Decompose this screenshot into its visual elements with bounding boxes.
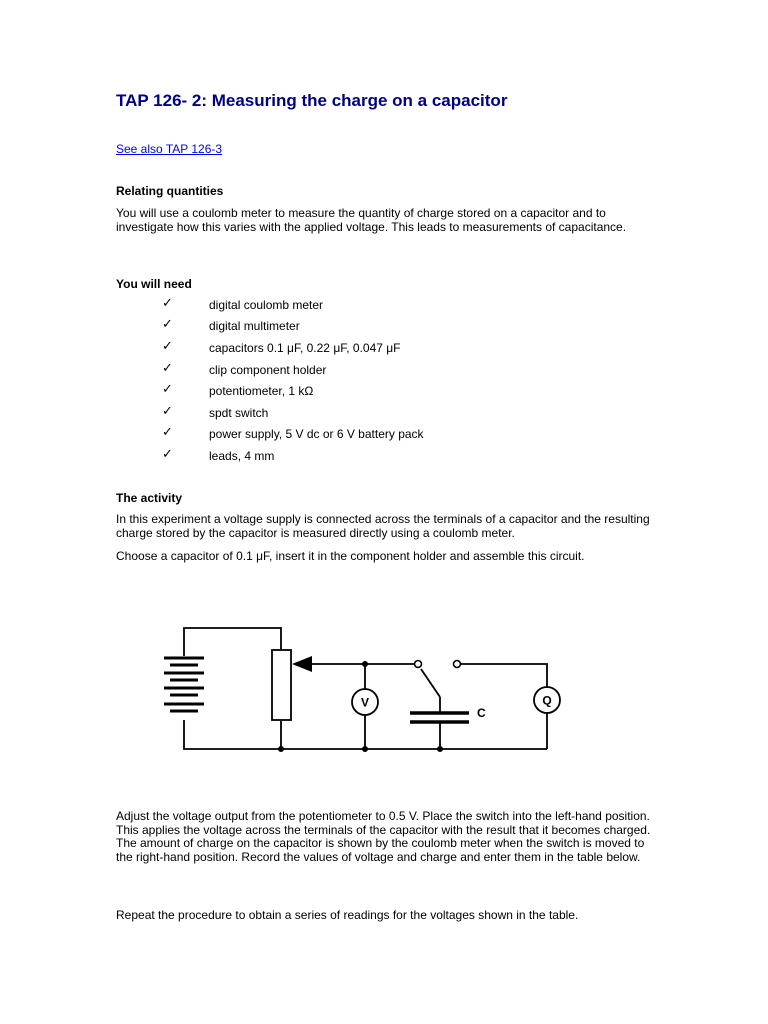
activity-paragraph-choose: Choose a capacitor of 0.1 μF, insert it in the component holder and assemble this circuit. — [116, 549, 585, 563]
check-icon: ✓ — [162, 296, 173, 311]
list-item — [0, 427, 500, 443]
junction-dot — [278, 746, 284, 752]
check-icon: ✓ — [162, 382, 173, 397]
list-item-label: clip component holder — [209, 363, 327, 377]
wire-left-bottom — [184, 720, 281, 749]
list-item — [0, 384, 500, 400]
check-icon: ✓ — [162, 404, 173, 419]
capacitor-label: C — [477, 706, 486, 720]
switch-contact-left — [415, 661, 422, 668]
circuit-diagram — [150, 620, 580, 760]
check-icon: ✓ — [162, 361, 173, 376]
wiper-arrow-icon — [292, 656, 312, 672]
check-icon: ✓ — [162, 425, 173, 440]
check-icon: ✓ — [162, 447, 173, 462]
wire-left-loop — [184, 628, 281, 656]
wire-right-branch — [460, 664, 547, 749]
check-icon: ✓ — [162, 339, 173, 354]
page-title: TAP 126- 2: Measuring the charge on a capacitor — [116, 91, 508, 110]
junction-dot — [362, 661, 368, 667]
the-activity-heading: The activity — [116, 491, 183, 505]
list-item-label: digital multimeter — [209, 319, 300, 333]
coulomb-meter-label: Q — [542, 693, 552, 708]
junction-dot — [362, 746, 368, 752]
list-item — [0, 319, 500, 335]
see-also-link[interactable]: See also TAP 126-3 — [116, 142, 223, 156]
list-item — [0, 406, 500, 422]
you-will-need-heading: You will need — [116, 277, 192, 291]
check-icon: ✓ — [162, 317, 173, 332]
list-item — [0, 341, 500, 357]
list-item-label: capacitors 0.1 μF, 0.22 μF, 0.047 μF — [209, 341, 401, 355]
list-item-label: potentiometer, 1 kΩ — [209, 384, 314, 398]
list-item-label: leads, 4 mm — [209, 449, 275, 463]
list-item-label: spdt switch — [209, 406, 269, 420]
list-item — [0, 363, 500, 379]
list-item — [0, 449, 500, 465]
relating-quantities-heading: Relating quantities — [116, 184, 224, 198]
list-item-label: power supply, 5 V dc or 6 V battery pack — [209, 427, 424, 441]
junction-dot — [437, 746, 443, 752]
voltmeter-label: V — [360, 695, 370, 710]
potentiometer-icon — [272, 650, 291, 720]
list-item-label: digital coulomb meter — [209, 298, 324, 312]
switch-blade — [421, 669, 440, 697]
switch-contact-right — [454, 661, 461, 668]
relating-quantities-paragraph: You will use a coulomb meter to measure the quantity of charge stored on a capacitor and to investigate how this varies with the applied voltage. This leads to measurements of capacitance. — [116, 206, 627, 234]
activity-paragraph-adjust: Adjust the voltage output from the potentiometer to 0.5 V. Place the switch into the left-hand position. This applies the voltage across the terminals of the capacitor with the result that it becomes charged. The amount of charge on the capacitor is shown by the coulomb meter when the switch is moved to the right-hand position. Record the values of voltage and charge and enter them in the table below. — [116, 809, 651, 864]
activity-paragraph-repeat: Repeat the procedure to obtain a series of readings for the voltages shown in the table. — [116, 908, 579, 922]
list-item — [0, 298, 500, 314]
activity-paragraph-intro: In this experiment a voltage supply is connected across the terminals of a capacitor and the resulting charge stored by the capacitor is measured directly using a coulomb meter. — [116, 512, 650, 540]
